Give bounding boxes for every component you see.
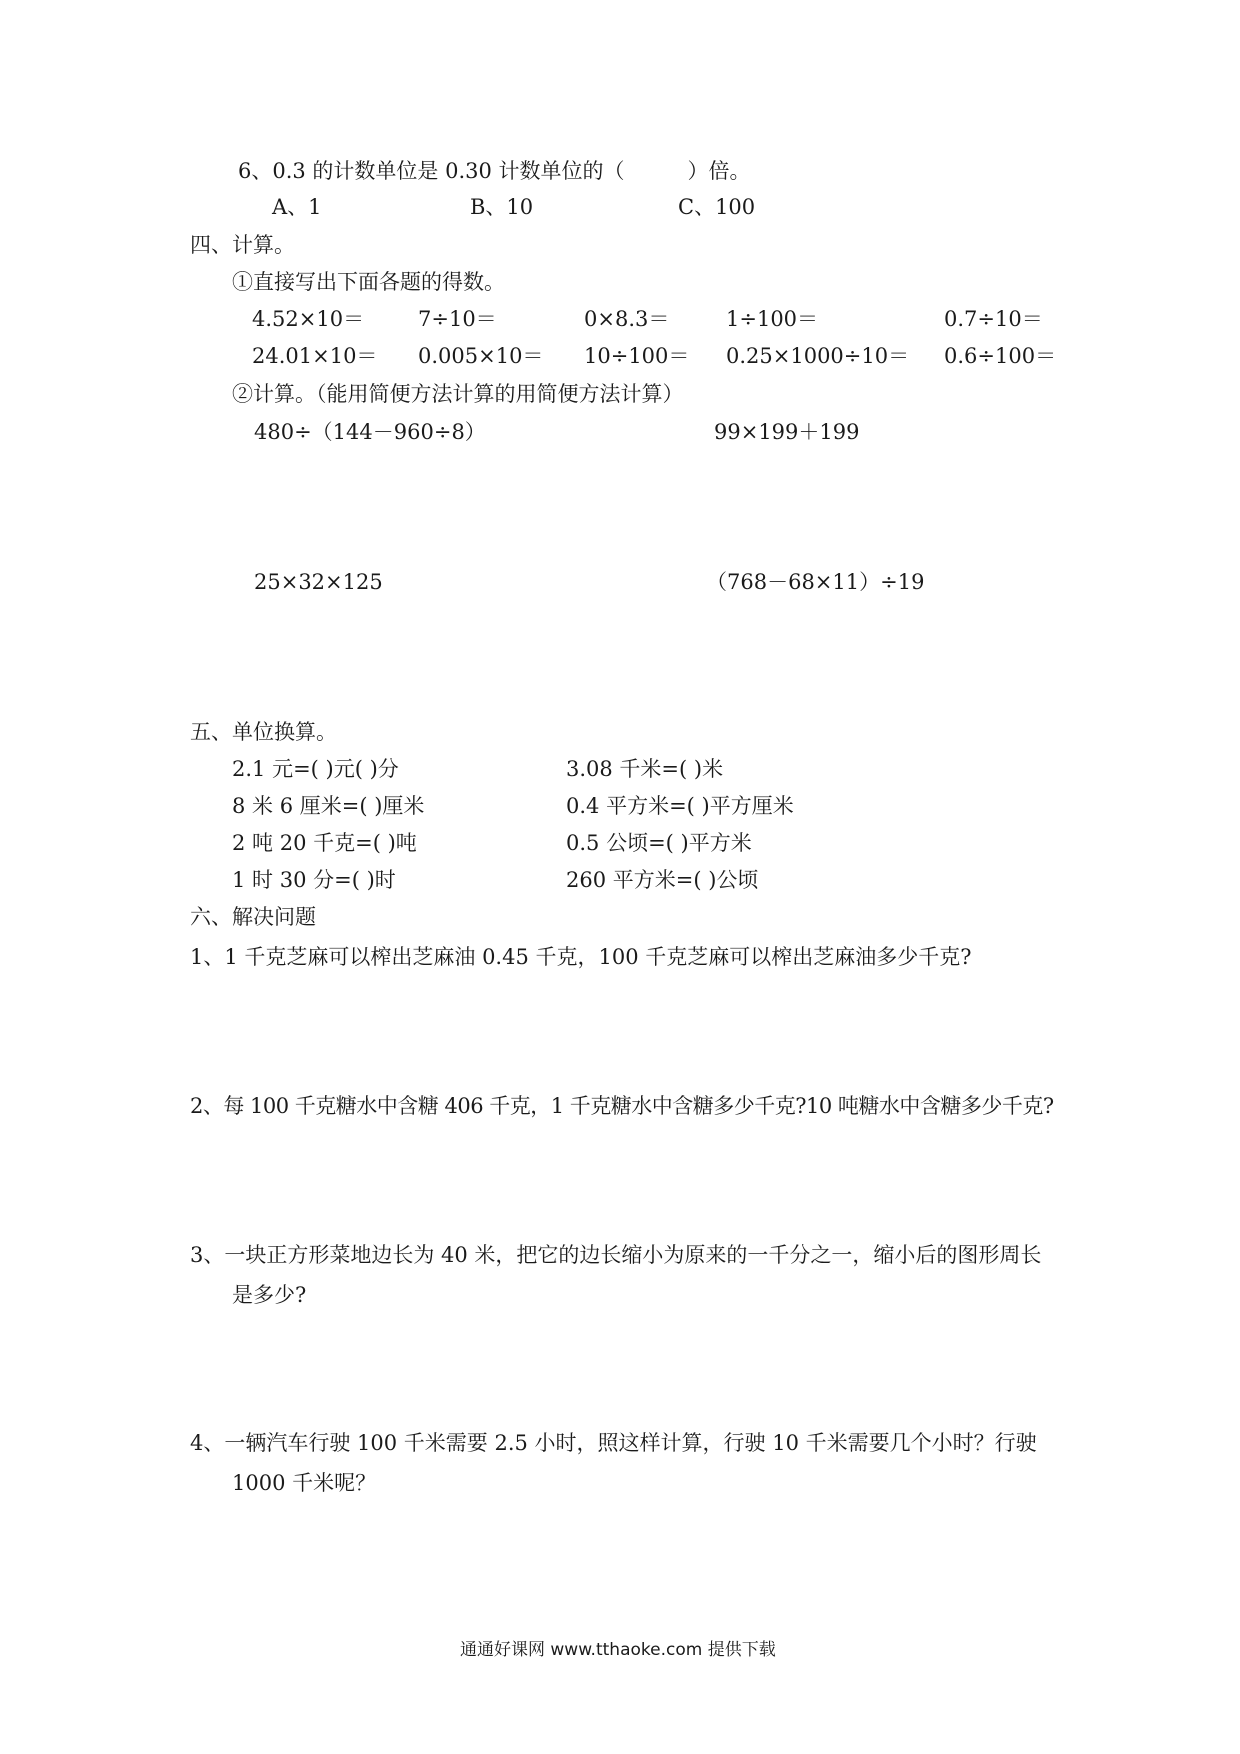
- word-problem-3-line-1: 3、一块正方形菜地边长为 40 米，把它的边长缩小为原来的一千分之一，缩小后的图形周长: [190, 1243, 1042, 1267]
- section-4-part1-title: ①直接写出下面各题的得数。: [232, 270, 505, 294]
- unit-conversion-item: 3.08 千米=( )米: [566, 757, 724, 781]
- section-4-part2-title: ②计算。（能用简便方法计算的用简便方法计算）: [232, 382, 684, 406]
- oral-calc-item: 0.005×10＝: [418, 344, 544, 368]
- unit-conversion-item: 260 平方米=( )公顷: [566, 868, 759, 892]
- unit-conversion-item: 2.1 元=( )元( )分: [232, 757, 399, 781]
- q6-option-b: B、10: [470, 195, 534, 219]
- word-problem-2: 2、每 100 千克糖水中含糖 406 千克，1 千克糖水中含糖多少千克?10 吨糖水中含糖多少千克?: [190, 1094, 1054, 1118]
- calc-expression: 480÷（144－960÷8）: [254, 420, 486, 444]
- unit-conversion-item: 2 吨 20 千克=( )吨: [232, 831, 417, 855]
- q6-option-c: C、100: [678, 195, 756, 219]
- oral-calc-item: 4.52×10＝: [252, 307, 365, 331]
- unit-conversion-item: 0.5 公顷=( )平方米: [566, 831, 752, 855]
- oral-calc-item: 0×8.3＝: [584, 307, 670, 331]
- word-problem-4-line-2: 1000 千米呢？: [232, 1471, 377, 1495]
- calc-expression: （768－68×11）÷19: [706, 570, 925, 594]
- section-4-heading: 四、计算。: [190, 233, 295, 257]
- oral-calc-item: 7÷10＝: [418, 307, 497, 331]
- oral-calc-item: 0.7÷10＝: [944, 307, 1043, 331]
- calc-expression: 25×32×125: [254, 570, 383, 594]
- word-problem-1: 1、1 千克芝麻可以榨出芝麻油 0.45 千克，100 千克芝麻可以榨出芝麻油多少千克?: [190, 945, 972, 969]
- section-5-heading: 五、单位换算。: [190, 720, 337, 744]
- unit-conversion-item: 0.4 平方米=( )平方厘米: [566, 794, 794, 818]
- word-problem-3-line-2: 是多少?: [232, 1283, 307, 1307]
- unit-conversion-item: 1 时 30 分=( )时: [232, 868, 396, 892]
- question-6: 6、0.3 的计数单位是 0.30 计数单位的（ ）倍。: [238, 159, 751, 183]
- unit-conversion-item: 8 米 6 厘米=( )厘米: [232, 794, 425, 818]
- oral-calc-item: 0.6÷100＝: [944, 344, 1057, 368]
- oral-calc-item: 10÷100＝: [584, 344, 690, 368]
- oral-calc-item: 1÷100＝: [726, 307, 819, 331]
- footer-source: 通通好课网 www.tthaoke.com 提供下载: [460, 1640, 776, 1660]
- oral-calc-item: 24.01×10＝: [252, 344, 378, 368]
- q6-option-a: A、1: [272, 195, 322, 219]
- section-6-heading: 六、解决问题: [190, 905, 316, 929]
- calc-expression: 99×199＋199: [714, 420, 860, 444]
- word-problem-4-line-1: 4、一辆汽车行驶 100 千米需要 2.5 小时，照这样计算，行驶 10 千米需要几个小时？行驶: [190, 1431, 1037, 1455]
- oral-calc-item: 0.25×1000÷10＝: [726, 344, 910, 368]
